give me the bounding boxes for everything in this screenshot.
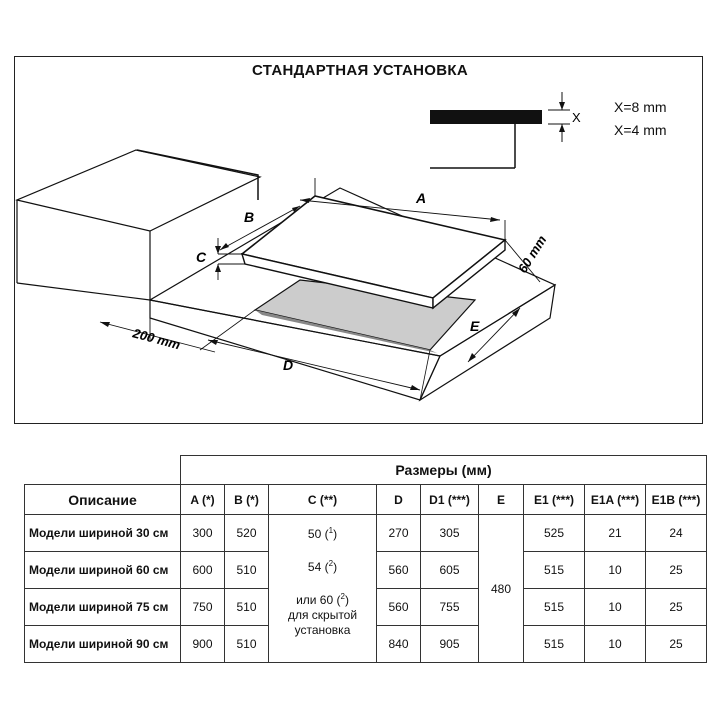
x-value-8mm: X=8 mm (614, 99, 667, 115)
x-values (614, 96, 667, 142)
dim-e-label: E (470, 318, 480, 334)
cell-e1b: 25 (646, 552, 707, 589)
col-header-e1a: E1A (***) (585, 485, 646, 515)
description-header: Описание (25, 485, 181, 515)
dim-d-label: D (283, 357, 294, 373)
cell-a: 900 (181, 626, 225, 663)
cell-d1: 755 (421, 589, 479, 626)
cell-e1: 515 (524, 589, 585, 626)
cell-e1b: 25 (646, 589, 707, 626)
cell-e1a: 10 (585, 626, 646, 663)
col-header-d1: D1 (***) (421, 485, 479, 515)
x-label: X (572, 110, 581, 125)
group-header: Размеры (мм) (181, 456, 707, 485)
table-row (25, 515, 707, 552)
x-value-4mm: X=4 mm (614, 122, 667, 138)
cell-c-note: 50 ($^1$) 54 ($^2$) или 60 ($^2$) для скрытой установка (269, 515, 377, 663)
cell-d: 560 (377, 552, 421, 589)
cell-e1: 515 (524, 552, 585, 589)
dim-200mm-label: 200 mm (131, 325, 182, 353)
cell-e1a: 10 (585, 552, 646, 589)
cell-a: 300 (181, 515, 225, 552)
cell-d1: 605 (421, 552, 479, 589)
cell-b: 510 (225, 552, 269, 589)
dim-b-label: B (244, 209, 255, 225)
dim-60mm-label: 60 mm (514, 232, 550, 276)
cell-d: 560 (377, 589, 421, 626)
cell-e1: 525 (524, 515, 585, 552)
col-header-b: B (*) (225, 485, 269, 515)
cell-e1b: 24 (646, 515, 707, 552)
cell-d1: 905 (421, 626, 479, 663)
dim-c-label: C (196, 249, 207, 265)
row-label: Модели шириной 30 см (25, 515, 181, 552)
cell-e1b: 25 (646, 626, 707, 663)
col-header-e: E (479, 485, 524, 515)
dimensions-table (24, 455, 707, 663)
col-header-c: C (**) (269, 485, 377, 515)
hob-top (242, 196, 505, 298)
cell-d: 270 (377, 515, 421, 552)
cell-d1: 305 (421, 515, 479, 552)
col-header-e1: E1 (***) (524, 485, 585, 515)
cell-b: 520 (225, 515, 269, 552)
cell-a: 600 (181, 552, 225, 589)
cell-e1: 515 (524, 626, 585, 663)
row-label: Модели шириной 75 см (25, 589, 181, 626)
cell-e1a: 21 (585, 515, 646, 552)
cell-b: 510 (225, 589, 269, 626)
col-header-e1b: E1B (***) (646, 485, 707, 515)
cell-e1a: 10 (585, 589, 646, 626)
col-header-d: D (377, 485, 421, 515)
cell-d: 840 (377, 626, 421, 663)
dim-a-label: A (416, 190, 427, 206)
page-title: СТАНДАРТНАЯ УСТАНОВКА (252, 62, 468, 79)
cell-b: 510 (225, 626, 269, 663)
row-label: Модели шириной 90 см (25, 626, 181, 663)
cell-e: 480 (479, 515, 524, 663)
col-header-a: A (*) (181, 485, 225, 515)
glass-thickness-bar (430, 110, 542, 124)
row-label: Модели шириной 60 см (25, 552, 181, 589)
cell-a: 750 (181, 589, 225, 626)
